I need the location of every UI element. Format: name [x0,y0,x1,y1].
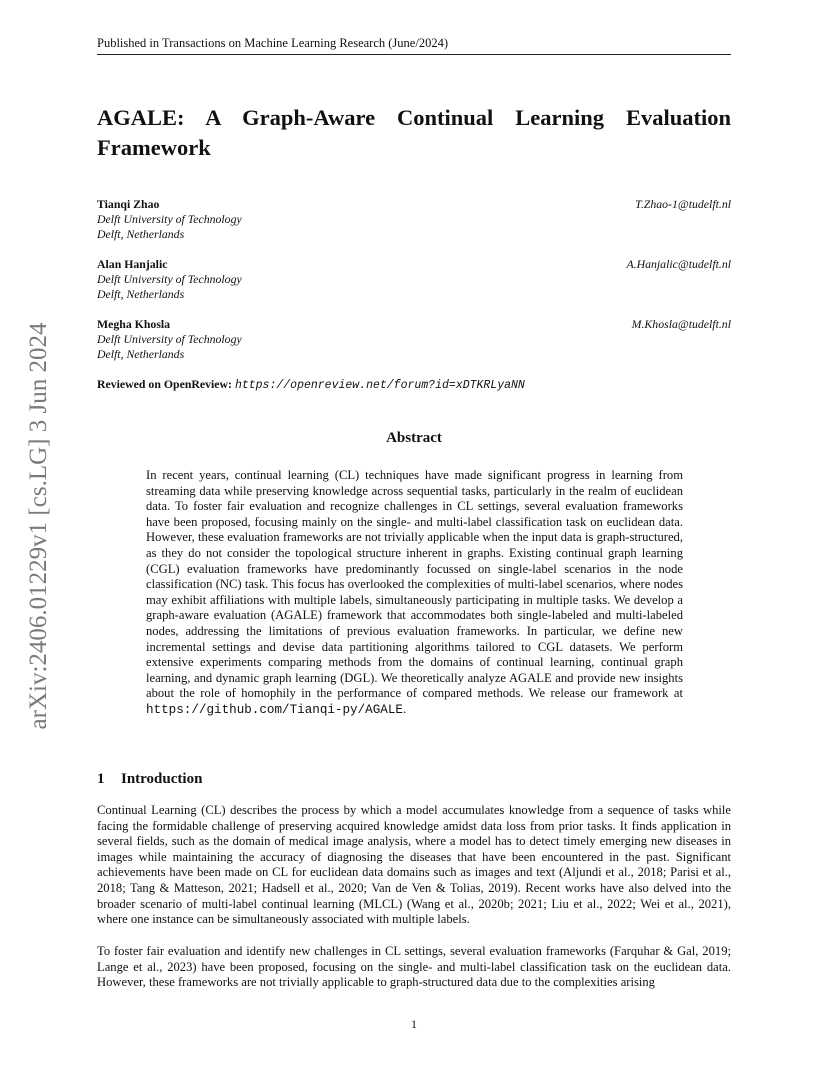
body-paragraph: Continual Learning (CL) describes the process by which a model accumulates knowledge from a sequence of tasks while facing the formidable challenge of preserving acquired knowledge amidst data loss from prior tasks. It finds application in several fields, such as the domain of medical image analysis, where a model has to detect timely emerging new diseases in images while maintaining the accuracy of diagnosing the diseases that have been encountered in the past. Significant achievements have been made on CL for euclidean data domains such as images and text (Aljundi et al., 2018; Parisi et al., 2018; Tang & Matteson, 2021; Hadsell et al., 2020; Van de Ven & Tolias, 2019). Recent works have also delved into the broader scenario of multi-label continual learning (MLCL) (Wang et al., 2020b; 2021; Liu et al., 2022; Wei et al., 2021), where one instance can be simultaneously associated with multiple labels. [97,803,731,927]
arxiv-stamp: arXiv:2406.01229v1 [cs.LG] 3 Jun 2024 [25,322,52,730]
author-affiliation: Delft University of Technology [97,332,242,346]
abstract-heading: Abstract [386,430,442,446]
author-location: Delft, Netherlands [97,347,185,361]
abstract-end: . [402,701,407,716]
author-name: Alan Hanjalic [97,257,168,271]
github-link[interactable]: https://github.com/Tianqi-py/AGALE [146,702,403,717]
paper-title: AGALE: A Graph-Aware Continual Learning Evaluation Framework [97,105,731,160]
review-note [97,377,525,392]
author-name: Megha Khosla [97,317,171,331]
author-block [97,317,731,362]
author-location: Delft, Netherlands [97,227,185,241]
abstract-body: In recent years, continual learning (CL) techniques have made significant progress in learning from streaming data while preserving knowledge across sequential tasks, particularly in the realm of euclidean data. To foster fair evaluation and recognize challenges in CL settings, several evaluation frameworks have been proposed, focusing mainly on the single- and multi-label classification task on euclidean data. However, these evaluation frameworks are not trivially applicable when the input data is graph-structured, as they do not consider the topological structure inherent in graphs. Existing continual graph learning (CGL) evaluation frameworks have predominantly focussed on single-label scenarios in the node classification (NC) task. This focus has overlooked the complexities of multi-label scenarios, where nodes may exhibit affiliations with multiple labels, simultaneously participating in multiple tasks. We develop a graph-aware evaluation (AGALE) framework that accommodates both single-labeled and multi-labeled nodes, addressing the limitations of previous evaluation frameworks. In particular, we define new incremental settings and devise data partitioning algorithms tailored to CGL datasets. We perform extensive experiments comparing methods from the domains of continual learning, continual graph learning, and dynamic graph learning (DGL). We theoretically analyze AGALE and provide new insights about the role of homophily in the performance of compared methods. We release our framework at [146,468,683,701]
running-header: Published in Transactions on Machine Learning Research (June/2024) [97,36,731,55]
openreview-link[interactable]: https://openreview.net/forum?id=xDTKRLyaNN [234,379,525,392]
author-block [97,197,731,242]
author-email[interactable]: M.Khosla@tudelft.nl [631,317,731,331]
author-affiliation: Delft University of Technology [97,272,242,286]
author-name: Tianqi Zhao [97,197,160,211]
author-location: Delft, Netherlands [97,287,185,301]
section-title: Introduction [121,771,203,787]
section-number: 1 [97,771,105,787]
section-heading [97,771,202,788]
author-email[interactable]: T.Zhao-1@tudelft.nl [635,197,731,211]
body-paragraph: To foster fair evaluation and identify new challenges in CL settings, several evaluation frameworks (Farquhar & Gal, 2019; Lange et al., 2023) have been proposed, focusing on the single- and multi-label classification task on the euclidean data. However, these frameworks are not trivially applicable to graph-structured data due to the complexities arising [97,944,731,990]
author-affiliation: Delft University of Technology [97,212,242,226]
page-number: 1 [411,1017,417,1031]
author-email[interactable]: A.Hanjalic@tudelft.nl [626,257,731,271]
abstract-text [146,468,683,719]
review-label: Reviewed on OpenReview: [97,377,232,391]
author-block [97,257,731,302]
